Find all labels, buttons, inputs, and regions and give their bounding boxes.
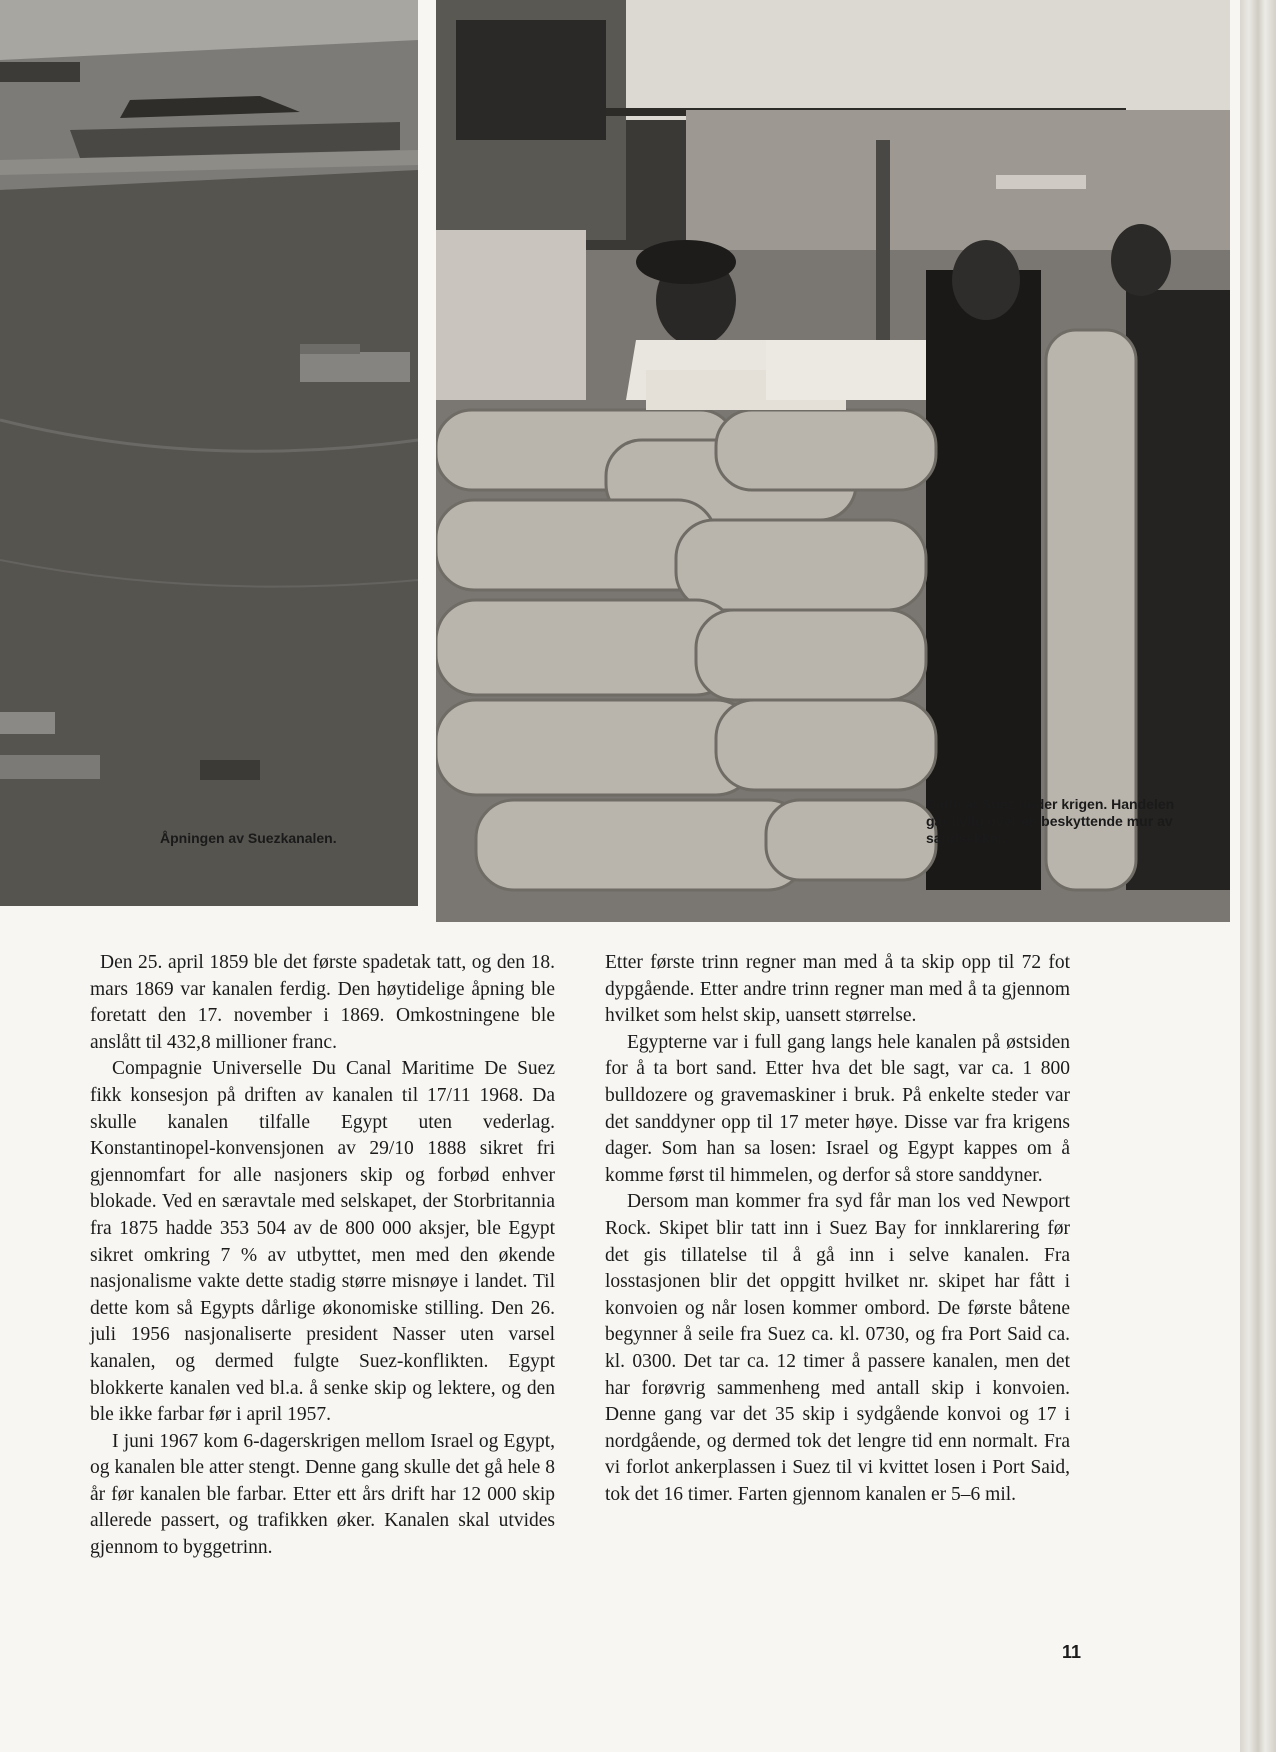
sandbag-photo-illustration bbox=[436, 0, 1230, 922]
sandbag-photo-caption: Dette er Suez under krigen. Handelen går livlig over en beskyttende mur av sandsekker. bbox=[926, 796, 1175, 846]
article-left-column bbox=[90, 950, 555, 1562]
paragraph-sand-removal: Egypterne var i full gang langs hele kanalen på østsiden for å ta bort sand. Etter hva det ble sagt, var ca. 1 800 bulldozere og gravemaskiner i bruk. På enkelte steder var det sanddyner opp til 17 meter høye. Disse var fra krigens dager. Som han sa losen: Israel og Egypt kappes om å komme først til himmelen, og derfor så store sanddyner. bbox=[605, 1031, 1070, 1186]
harbour-aerial-photo bbox=[0, 0, 418, 906]
harbour-photo-illustration bbox=[0, 0, 418, 906]
paragraph-construction-stages: Etter første trinn regner man med å ta skip opp til 72 fot dypgående. Etter andre trinn regner man med å ta gjennom hvilket som helst skip, uansett størrelse. bbox=[605, 952, 1070, 1027]
paragraph-concession: Compagnie Universelle Du Canal Maritime De Suez fikk konsesjon på driften av kanalen til 17/11 1968. Da skulle kanalen tilfalle Egypt uten vederlag. Konstantinopel-konvensjonen av 29/10 1888 sikret fri gjennomfart for alle nasjoners skip og forbød enhver blokade. Ved en særavtale med selskapet, der Storbritannia fra 1875 hadde 353 504 av de 800 000 aksjer, ble Egypt sikret omkring 7 % av utbyttet, men med den økende nasjonalisme vakte dette stadig større misnøye i landet. Til dette kom så Egypts dårlige økonomiske stilling. Den 26. juli 1956 nasjonaliserte president Nasser uten varsel kanalen, og dermed fulgte Suez-konflikten. Egypt blokkerte kanalen ved bl.a. å senke skip og lektere, og den ble ikke farbar før i april 1957. bbox=[90, 1058, 555, 1426]
page-number: 11 bbox=[1062, 1642, 1082, 1662]
paragraph-six-day-war: I juni 1967 kom 6-dagerskrigen mellom Israel og Egypt, og kanalen ble atter stengt. Denne gang skulle det gå hele 8 år før kanalen ble farbar. Etter ett års drift har 12 000 skip allerede passert, og trafikken øker. Kanalen skal utvides gjennom to byggetrinn. bbox=[90, 1430, 555, 1559]
suez-sandbag-photo bbox=[436, 0, 1230, 922]
article-right-column bbox=[605, 950, 1070, 1508]
paragraph-pilot-convoy: Dersom man kommer fra syd får man los ved Newport Rock. Skipet blir tatt inn i Suez Bay for innklarering før det gis tillatelse til å gå inn i selve kanalen. Fra losstasjonen blir det oppgitt hvilket nr. skipet har fått i konvoien og når losen kommer ombord. De første båtene begynner å seile fra Suez ca. kl. 0730, og fra Port Said ca. kl. 0300. Det tar ca. 12 timer å passere kanalen, men det har forøvrig sammenheng med antall skip i konvoien. Denne gang var det 35 skip i sydgående konvoi og 17 i nordgående, og dermed tok det lengre tid enn normalt. Fra vi forlot ankerplassen i Suez til vi kvittet losen i Port Said, tok det 16 timer. Farten gjennom kanalen er 5–6 mil. bbox=[605, 1191, 1070, 1505]
harbour-photo-caption: Åpningen av Suezkanalen. bbox=[160, 830, 337, 846]
page-edge bbox=[1240, 0, 1276, 1752]
paragraph-opening: Den 25. april 1859 ble det første spadetak tatt, og den 18. mars 1869 var kanalen ferdig. Den høytidelige åpning ble foretatt den 17. november i 1869. Omkostningene ble anslått til 432,8 millioner franc. bbox=[90, 952, 555, 1053]
